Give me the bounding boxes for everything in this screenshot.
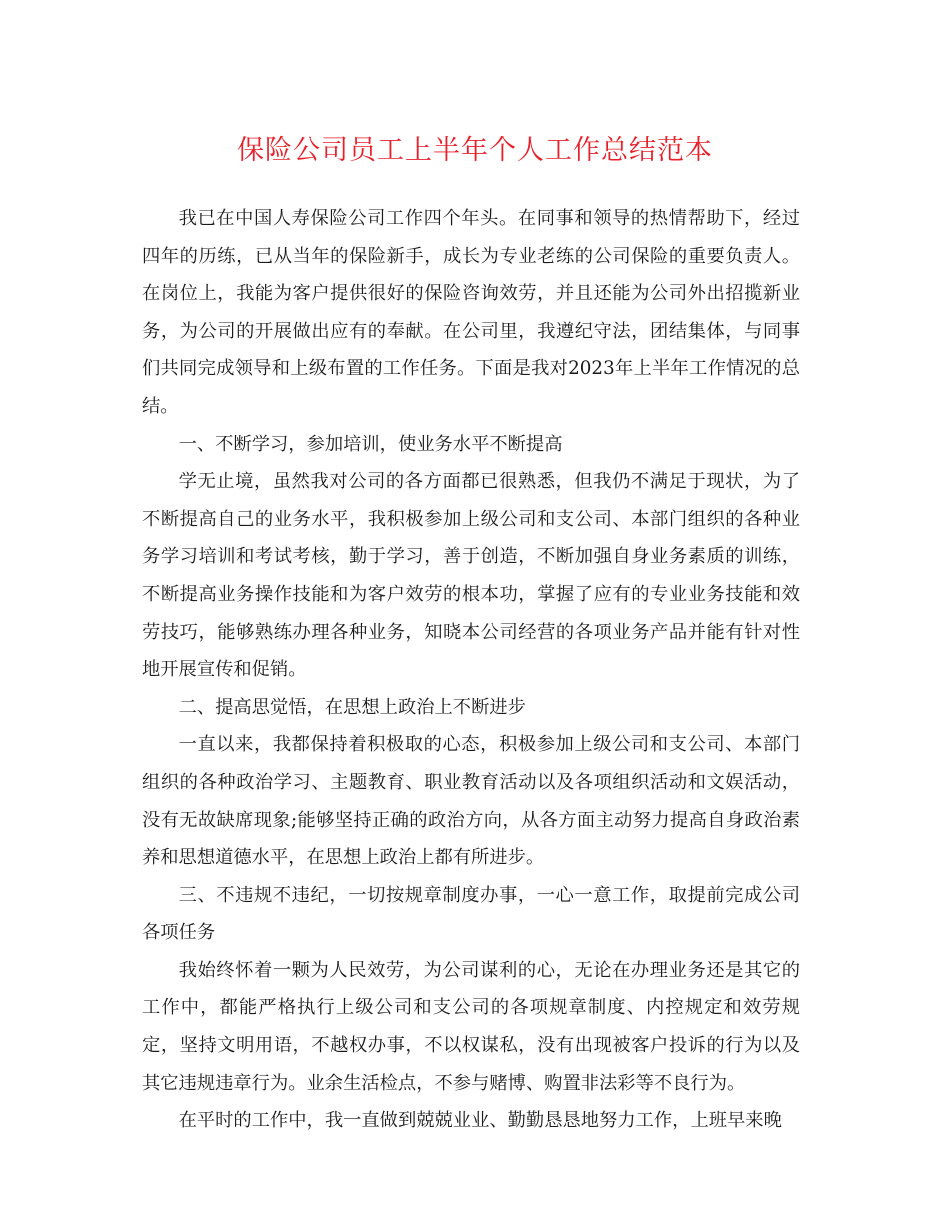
paragraph-intro: 我已在中国人寿保险公司工作四个年头。在同事和领导的热情帮助下，经过四年的历练，已从当年的保险新手，成长为专业老练的公司保险的重要负责人。在岗位上，我能为客户提供很好的保险咨询效劳，并且还能为公司外出招揽新业务，为公司的开展做出应有的奉献。在公司里，我遵纪守法，团结集体，与同事们共同完成领导和上级布置的工作任务。下面是我对2023年上半年工作情况的总结。 [142,208,800,417]
section-heading-2: 二、提高思觉悟，在思想上政治上不断进步 [178,696,526,718]
section-heading-3: 三、不违规不违纪，一切按规章制度办事，一心一意工作，取提前完成公司各项任务 [142,884,800,944]
document-title: 保险公司员工上半年个人工作总结范本 [237,135,713,166]
paragraph-section-1: 学无止境，虽然我对公司的各方面都已很熟悉，但我仍不满足于现状，为了不断提高自己的业务水平，我积极参加上级公司和支公司、本部门组织的各种业务学习培训和考试考核，勤于学习，善于创造，不断加强自身业务素质的训练，不断提高业务操作技能和为客户效劳的根本功，掌握了应有的专业业务技能和效劳技巧，能够熟练办理各种业务，知晓本公司经营的各项业务产品并能有针对性地开展宣传和促销。 [142,471,800,681]
paragraph-continuation: 在平时的工作中，我一直做到兢兢业业、勤勤恳恳地努力工作，上班早来晚 [178,1110,782,1132]
document-body [142,200,800,1140]
paragraph-section-3: 我始终怀着一颗为人民效劳，为公司谋利的心，无论在办理业务还是其它的工作中，都能严格执行上级公司和支公司的各项规章制度、内控规定和效劳规定，坚持文明用语，不越权办事，不以权谋私，没有出现被客户投诉的行为以及其它违规违章行为。业余生活检点，不参与赌博、购置非法彩等不良行为。 [142,959,800,1094]
paragraph-section-2: 一直以来，我都保持着积极取的心态，积极参加上级公司和支公司、本部门组织的各种政治学习、主题教育、职业教育活动以及各项组织活动和文娱活动，没有无故缺席现象;能够坚持正确的政治方向，从各方面主动努力提高自身政治素养和思想道德水平，在思想上政治上都有所进步。 [142,734,800,869]
section-heading-1: 一、不断学习，参加培训，使业务水平不断提高 [178,433,563,455]
